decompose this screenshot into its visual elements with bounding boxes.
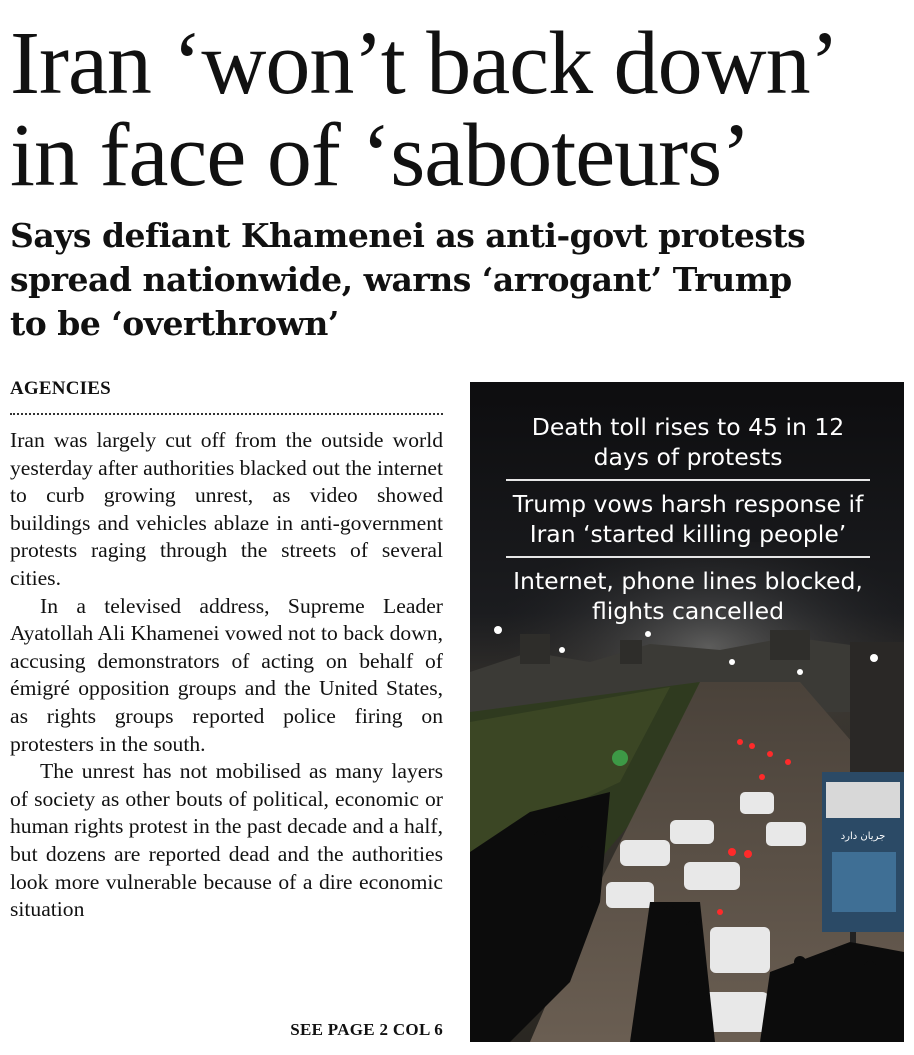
article-paragraph-2: In a televised address, Supreme Leader Ayatollah Ali Khamenei vowed not to back down, accusing demonstrators of acting on behalf of émigré opposition groups and the United States, as rights groups reported police firing on protesters in the south. [10,593,443,756]
subheadline [10,214,910,346]
headline-line-1: Iran ‘won’t back down’ [10,14,839,113]
subhead-line-1: Says defiant Khamenei as anti-govt protests [10,216,806,255]
article-paragraph-1: Iran was largely cut off from the outside world yesterday after authorities blacked out the internet to curb growing unrest, as video showed buildings and vehicles ablaze in anti-government protests raging through the streets of several cities. [10,428,443,590]
fact-death-toll: Death toll rises to 45 in 12 days of protests [531,413,845,471]
fact-box [506,406,870,631]
byline: AGENCIES [10,378,111,399]
fact-divider [506,556,870,558]
fact-trump-response: Trump vows harsh response if Iran ‘started killing people’ [512,490,864,548]
byline-divider [10,413,443,415]
article-paragraph-3: The unrest has not mobilised as many layers of society as other bouts of political, economic or human rights protest in the past decade and a half, but dozens are reported dead and the authorities look more vulnerable because of a dire economic situation [10,759,443,922]
headline [10,14,910,205]
fact-divider [506,479,870,481]
subhead-line-3: to be ‘overthrown’ [10,304,339,343]
protest-photo [470,382,904,1042]
headline-line-2: in face of ‘saboteurs’ [10,106,751,205]
subhead-line-2: spread nationwide, warns ‘arrogant’ Trump [10,260,792,299]
fact-internet-blocked: Internet, phone lines blocked, flights cancelled [513,567,863,625]
article-body [10,427,443,924]
billboard-text: جریان دارد [840,831,886,842]
continuation-note: SEE PAGE 2 COL 6 [290,1020,443,1039]
